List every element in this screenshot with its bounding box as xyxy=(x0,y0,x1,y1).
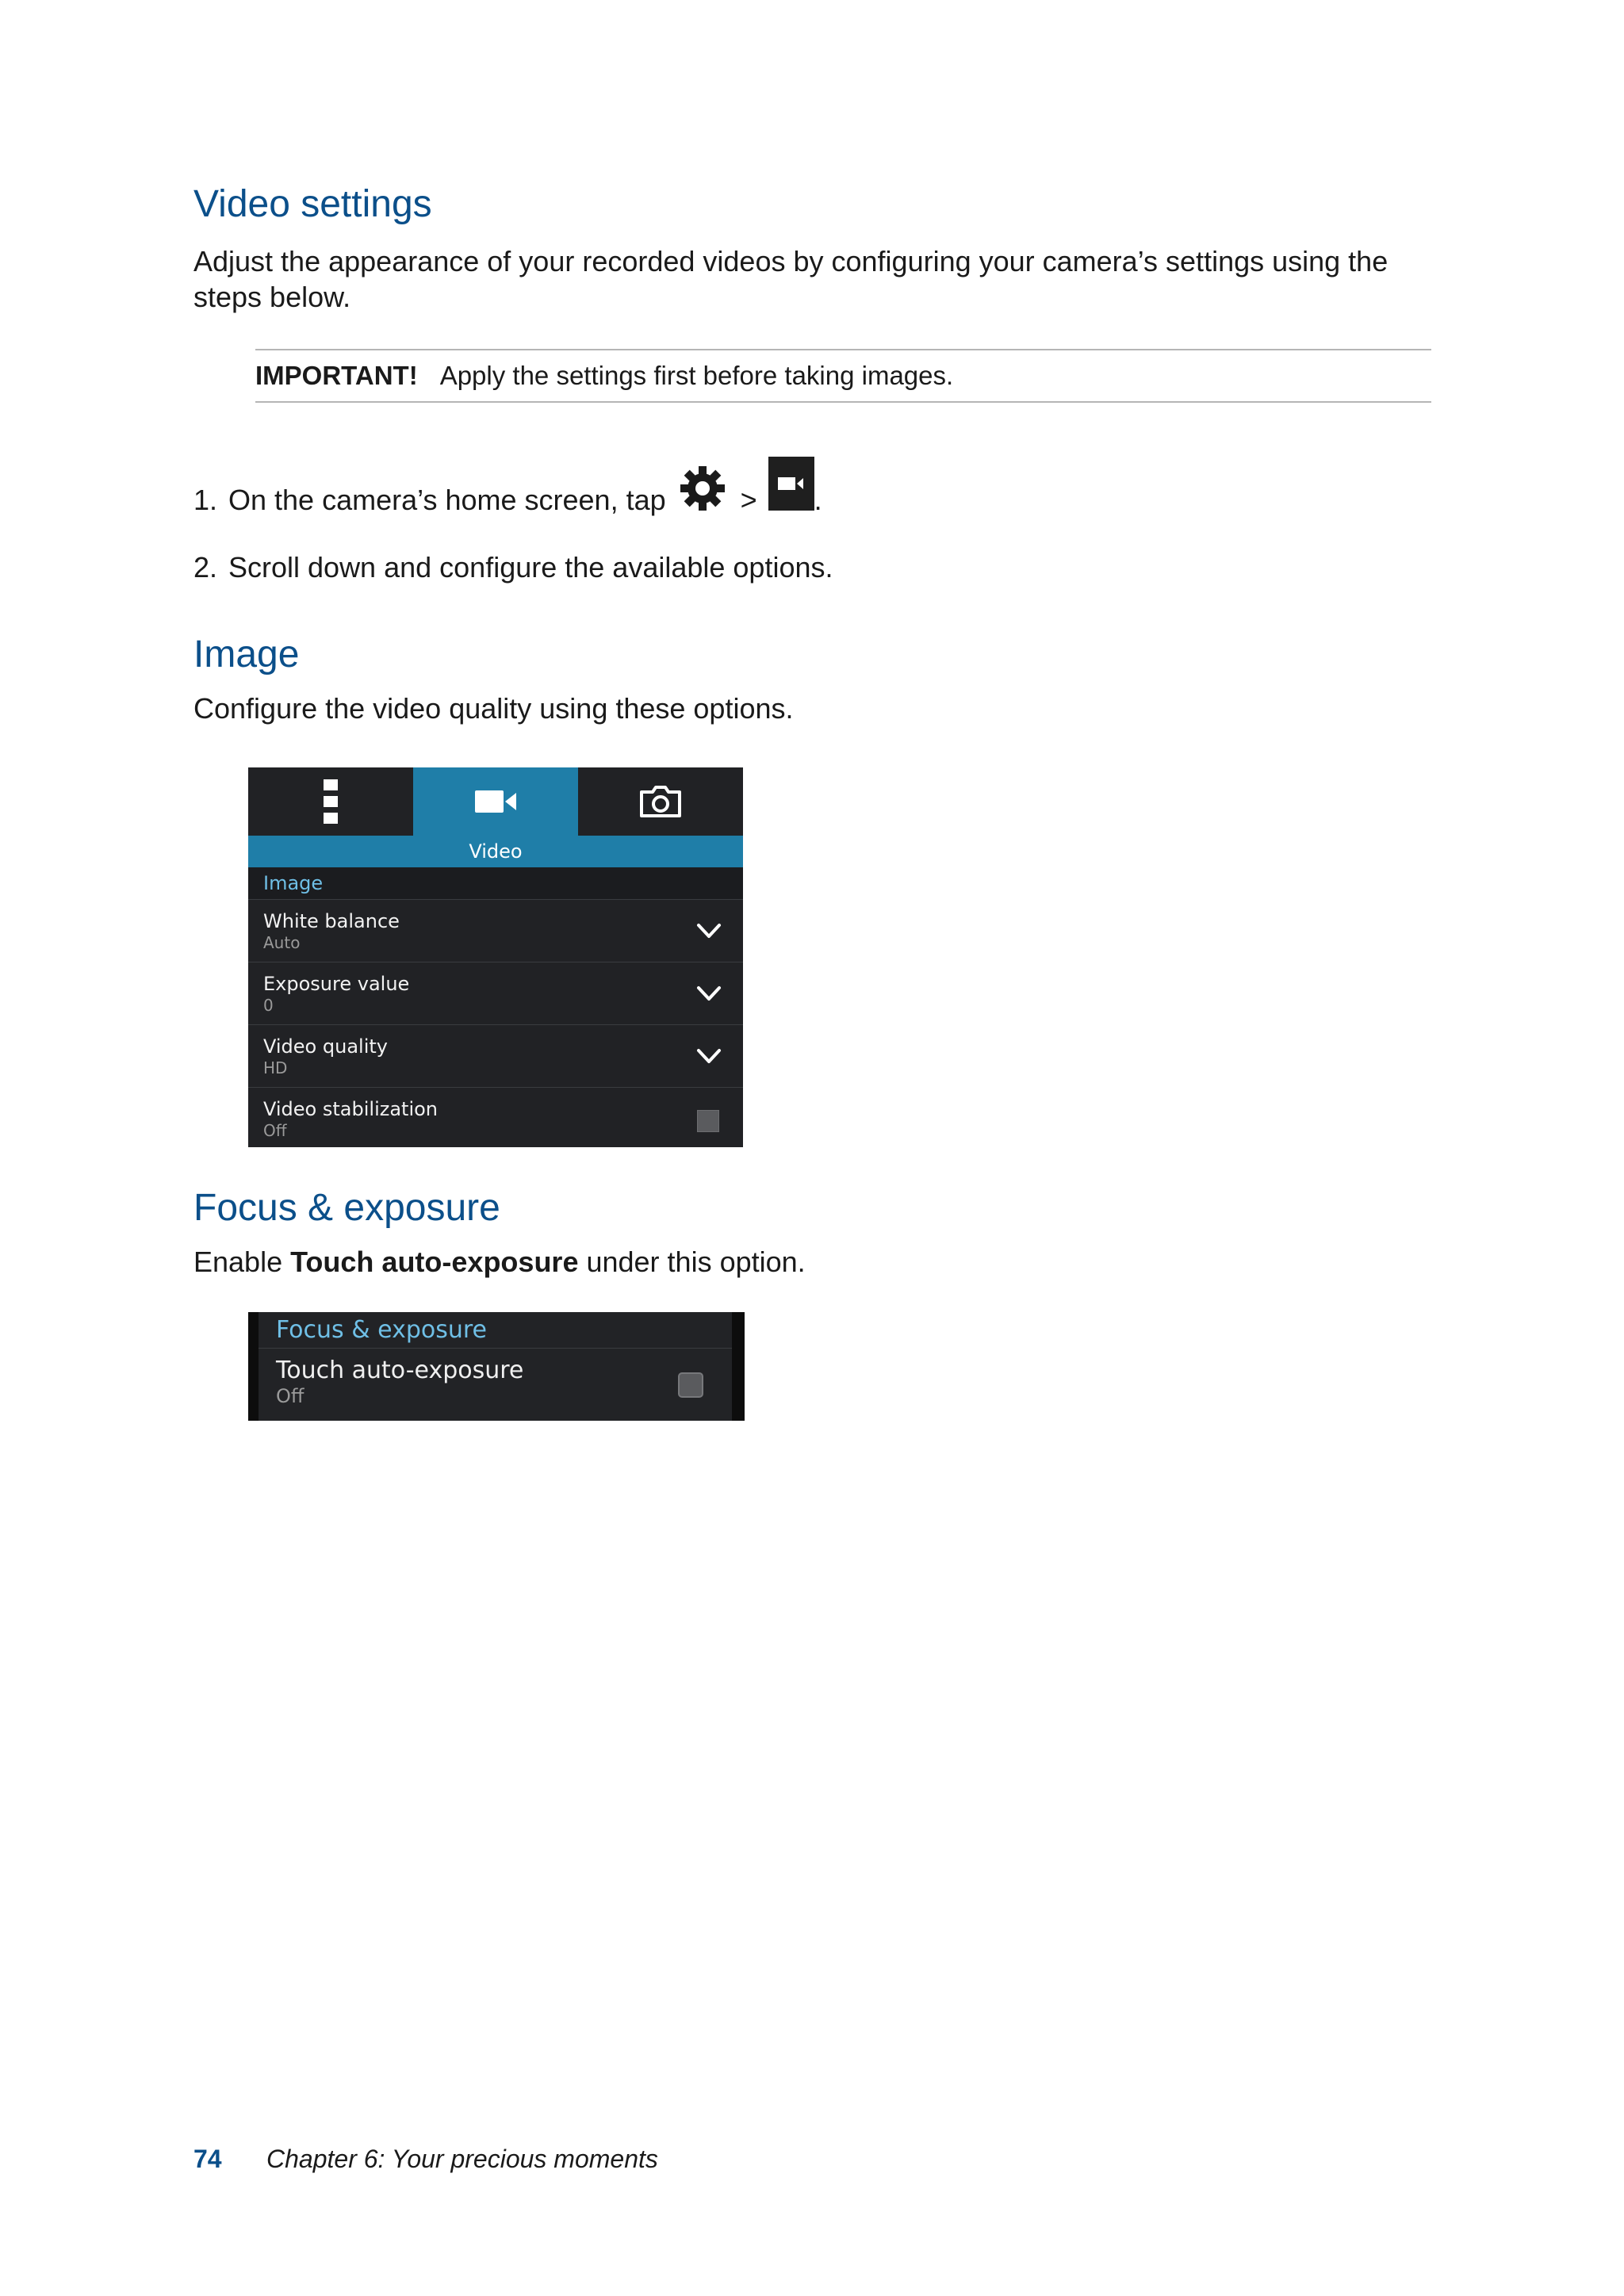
setting-value: HD xyxy=(263,1058,288,1077)
focus-exposure-screenshot xyxy=(248,1312,745,1421)
more-vertical-icon xyxy=(322,778,339,825)
tab-title: Video xyxy=(248,836,743,867)
chevron-down-icon[interactable] xyxy=(695,1044,722,1068)
important-note xyxy=(255,349,1431,403)
touch-auto-exposure-checkbox[interactable] xyxy=(678,1372,703,1398)
setting-video-stabilization[interactable] xyxy=(248,1088,743,1147)
step-separator: > xyxy=(740,483,757,516)
video-camera-icon xyxy=(473,788,518,815)
setting-value: Off xyxy=(276,1385,304,1407)
focus-exposure-panel xyxy=(259,1312,732,1421)
setting-value: 0 xyxy=(263,996,274,1015)
setting-touch-auto-exposure[interactable] xyxy=(259,1349,732,1407)
section-title: Video settings xyxy=(193,183,432,225)
setting-exposure-value[interactable] xyxy=(248,962,743,1025)
setting-label: Video stabilization xyxy=(263,1098,439,1120)
step-end: . xyxy=(814,483,822,516)
section-intro: Adjust the appearance of your recorded videos by configuring your camera’s settings using the steps below. xyxy=(193,245,1388,313)
setting-white-balance[interactable] xyxy=(248,900,743,962)
step-1 xyxy=(193,473,822,526)
stabilization-checkbox[interactable] xyxy=(697,1110,719,1132)
image-text: Configure the video quality using these options. xyxy=(193,692,794,725)
focus-text xyxy=(193,1244,806,1280)
important-label: IMPORTANT! xyxy=(255,361,418,390)
setting-label: Video quality xyxy=(263,1035,388,1058)
page-number: 74 xyxy=(193,2145,222,2173)
video-settings-screenshot xyxy=(248,767,743,1147)
gear-icon xyxy=(679,465,726,512)
focus-text-bold: Touch auto-exposure xyxy=(290,1246,579,1278)
setting-video-quality[interactable] xyxy=(248,1025,743,1088)
step-number: 1. xyxy=(193,483,218,516)
step-2 xyxy=(193,549,833,585)
tab-video[interactable] xyxy=(413,767,578,836)
setting-label: Exposure value xyxy=(263,973,410,995)
image-title: Image xyxy=(193,633,300,675)
setting-value: Off xyxy=(263,1121,287,1140)
setting-value: Auto xyxy=(263,933,301,952)
focus-text-before: Enable xyxy=(193,1246,291,1278)
setting-label: White balance xyxy=(263,910,400,932)
section-header: Image xyxy=(248,867,743,900)
important-text: Apply the settings first before taking images. xyxy=(439,361,954,390)
step-number: 2. xyxy=(193,551,218,584)
step-text: On the camera’s home screen, tap xyxy=(228,483,666,516)
step-text: Scroll down and configure the available options. xyxy=(228,551,833,584)
chapter-title: Chapter 6: Your precious moments xyxy=(266,2145,658,2173)
focus-title: Focus & exposure xyxy=(193,1187,500,1229)
tab-menu[interactable] xyxy=(248,767,413,836)
video-camera-icon xyxy=(768,457,814,511)
settings-tab-bar xyxy=(248,767,743,836)
chevron-down-icon[interactable] xyxy=(695,982,722,1005)
tab-photo[interactable] xyxy=(578,767,743,836)
section-header: Focus & exposure xyxy=(259,1312,732,1349)
camera-icon xyxy=(638,784,683,819)
chevron-down-icon[interactable] xyxy=(695,919,722,943)
focus-text-after: under this option. xyxy=(578,1246,806,1278)
page-footer xyxy=(193,2145,658,2174)
setting-label: Touch auto-exposure xyxy=(276,1357,524,1384)
